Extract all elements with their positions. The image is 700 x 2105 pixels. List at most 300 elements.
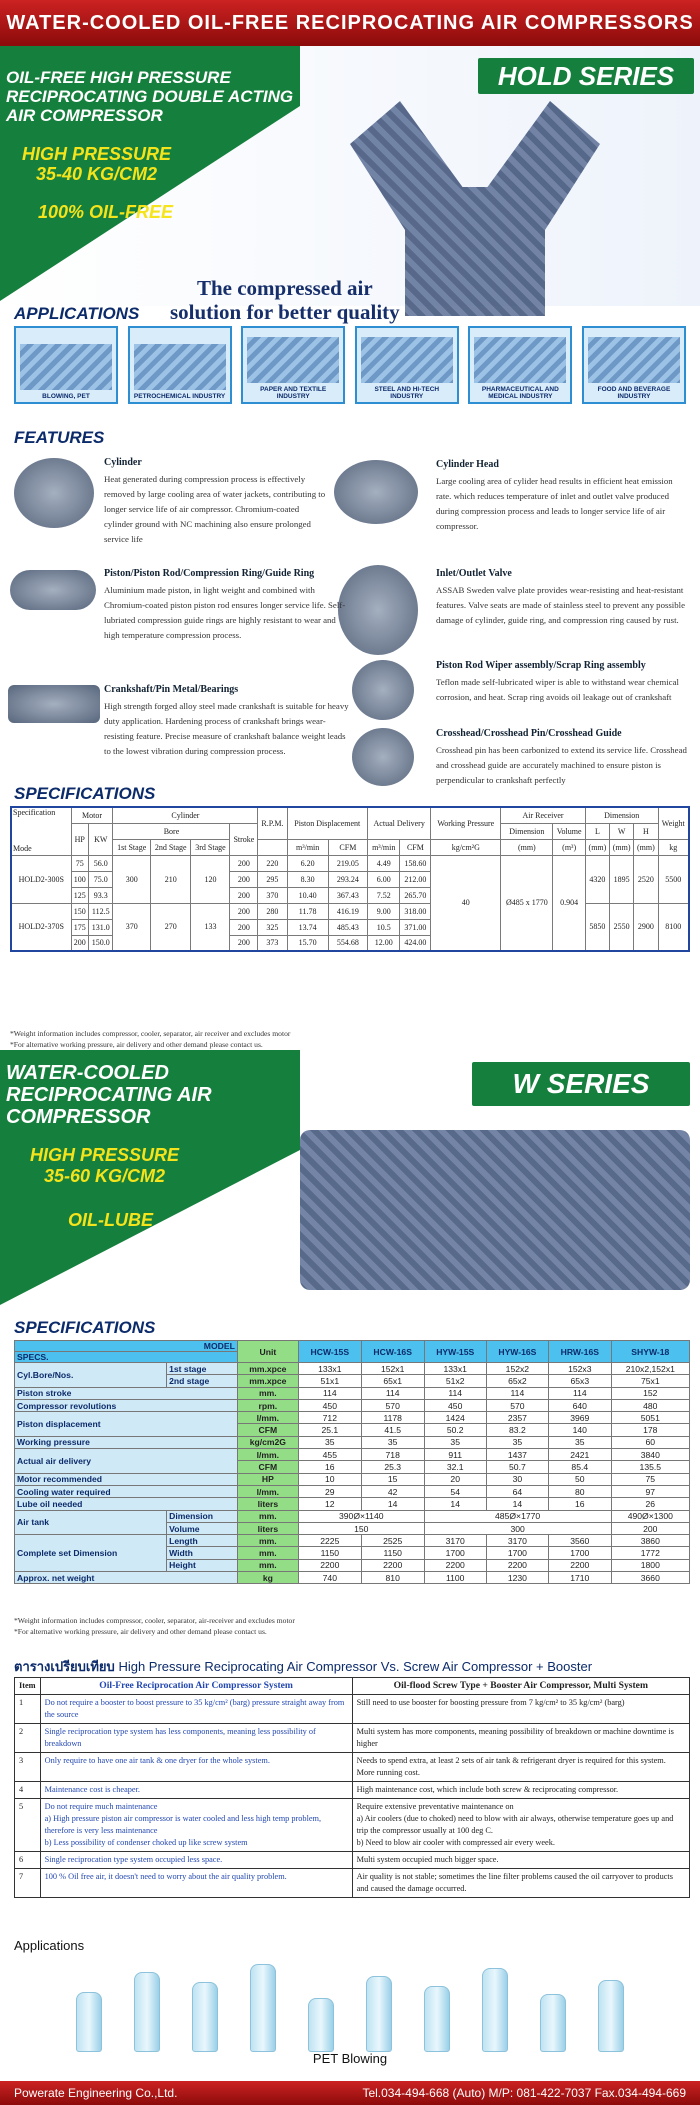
cell: 295 [258, 871, 287, 887]
applications-list [14, 326, 686, 404]
row-label: Piston displacement [15, 1412, 238, 1437]
cell: 371.00 [400, 919, 431, 935]
cell: 367.43 [328, 887, 367, 903]
comparison-row [15, 1695, 690, 1724]
value-cell: 2357 [486, 1412, 548, 1424]
value-cell: 570 [361, 1399, 424, 1411]
cell: 219.05 [328, 855, 367, 871]
value-cell: 50.7 [486, 1461, 548, 1473]
unit-cell: liters [237, 1498, 298, 1510]
app-image [134, 344, 226, 390]
feature-title: Inlet/Outlet Valve [436, 568, 512, 579]
cell: 265.70 [400, 887, 431, 903]
value-cell: 1150 [298, 1547, 361, 1559]
value-cell: 50 [548, 1473, 611, 1485]
app-pharmaceutical [468, 326, 572, 404]
applications-heading: APPLICATIONS [14, 304, 140, 323]
dimension-cell: 2520 [634, 855, 658, 903]
header-title: WATER-COOLED OIL-FREE RECIPROCATING AIR COMPRESSORS [6, 11, 694, 34]
value-cell: 14 [486, 1498, 548, 1510]
value-cell: 51x2 [424, 1375, 486, 1387]
compare-heading [14, 1656, 592, 1677]
app-image [20, 344, 112, 390]
th-unit: CFM [400, 839, 431, 855]
row-sublabel: Height [167, 1559, 238, 1571]
value-cell: 35 [298, 1436, 361, 1448]
value-cell: 25.1 [298, 1424, 361, 1436]
value-cell: 133x1 [424, 1363, 486, 1375]
unit-cell: kg [237, 1572, 298, 1584]
bottle-icon [134, 1972, 160, 2052]
row-label: Approx. net weight [15, 1572, 238, 1584]
spec-row [15, 1399, 690, 1411]
page-header [0, 0, 700, 46]
value-cell: 10 [298, 1473, 361, 1485]
row-label: Piston stroke [15, 1387, 238, 1399]
bottle-icon [482, 1968, 508, 2052]
cell: 318.00 [400, 903, 431, 919]
app-label: FOOD AND BEVERAGE INDUSTRY [597, 386, 671, 400]
th-actual: Actual Delivery [368, 807, 431, 839]
cell: 75 [71, 855, 88, 871]
cell: 125 [71, 887, 88, 903]
w-compressor-image [300, 1130, 690, 1290]
feature-crankshaft [104, 682, 350, 759]
feature-text: Teflon made self-lubricated wiper is able to withstand wear chemical corrosion, and heat. Scrap ring avoids oil leakage out of crankshaft [436, 677, 679, 702]
th-screw: Oil-flood Screw Type + Booster Air Compressor, Multi System [352, 1678, 689, 1695]
unit-cell: mm.xpce [237, 1363, 298, 1375]
row-sublabel: 2nd stage [167, 1375, 238, 1387]
bottle-icon [76, 1992, 102, 2052]
value-cell: 114 [424, 1387, 486, 1399]
compare-heading-text: High Pressure Reciprocating Air Compressor Vs. Screw Air Compressor + Booster [118, 1659, 593, 1674]
spec-row [15, 1412, 690, 1424]
value-cell: 114 [486, 1387, 548, 1399]
spec-row [15, 1572, 690, 1584]
value-cell: 35 [486, 1436, 548, 1448]
cell: 4.49 [368, 855, 400, 871]
th-piston: Piston Displacement [287, 807, 367, 839]
value-cell: 178 [611, 1424, 689, 1436]
hold-pressure: HIGH PRESSURE 35-40 KG/CM2 [22, 144, 172, 184]
spec-row [15, 1510, 690, 1522]
value-cell: 490Ø×1300 [611, 1510, 689, 1522]
value-cell: 80 [548, 1485, 611, 1497]
unit-cell: mm. [237, 1559, 298, 1571]
value-cell: 485Ø×1770 [424, 1510, 611, 1522]
dimension-cell: 4320 [585, 855, 609, 903]
note: *Weight information includes compressor, cooler, separator, air-receiver and excludes motor [14, 1616, 295, 1625]
piston-part-image [10, 570, 96, 610]
cell: 220 [258, 855, 287, 871]
row-label: Lube oil needed [15, 1498, 238, 1510]
th-unit: m³/min [287, 839, 328, 855]
unit-cell: kg/cm2G [237, 1436, 298, 1448]
spec-row [11, 855, 689, 871]
unit-cell: mm. [237, 1535, 298, 1547]
feature-text: Aluminium made piston, in light weight and combined with Chromium-coated piston piston rod ensures longer service life. Self-lubriated compression guide rings are highly resistant to wear and high temperature compression process. [104, 585, 346, 640]
value-cell: 810 [361, 1572, 424, 1584]
th-1st: 1st Stage [113, 839, 150, 855]
screw-point: Require extensive preventative maintenance on a) Air coolers (due to choked) need to blow with air always, otherwise temperature goes up and trip the compressor usually at 100 deg C. b) Need to blow air cooler with compressed air every week. [352, 1799, 689, 1852]
bottle-icon [308, 1998, 334, 2052]
comparison-table [14, 1677, 690, 1898]
w-hero [0, 1050, 700, 1300]
row-sublabel: 1st stage [167, 1363, 238, 1375]
unit-cell: l/mm. [237, 1485, 298, 1497]
value-cell: 3660 [611, 1572, 689, 1584]
w-title: WATER-COOLED RECIPROCATING AIR COMPRESSOR [6, 1062, 212, 1128]
value-cell: 65x1 [361, 1375, 424, 1387]
hold-oilfree: 100% OIL-FREE [38, 202, 174, 222]
row-label: Working pressure [15, 1436, 238, 1448]
row-label: Cyl.Bore/Nos. [15, 1363, 167, 1388]
model-label: MODEL [15, 1341, 238, 1352]
item-number: 6 [15, 1852, 41, 1869]
th-item: Item [15, 1678, 41, 1695]
value-cell: 114 [298, 1387, 361, 1399]
value-cell: 2200 [548, 1559, 611, 1571]
cell: 200 [230, 855, 258, 871]
value-cell: 30 [486, 1473, 548, 1485]
value-cell: 1178 [361, 1412, 424, 1424]
value-cell: 2225 [298, 1535, 361, 1547]
feature-title: Piston/Piston Rod/Compression Ring/Guide Ring [104, 568, 315, 579]
hold-spec-table [10, 806, 690, 952]
value-cell: 2525 [361, 1535, 424, 1547]
oil-free-point: Single reciprocation type system occupied less space. [40, 1852, 352, 1869]
app-label: PHARMACEUTICAL AND MEDICAL INDUSTRY [481, 386, 559, 400]
cell: 280 [258, 903, 287, 919]
cell: 200 [71, 935, 88, 951]
cell: 6.00 [368, 871, 400, 887]
comparison-row [15, 1753, 690, 1782]
value-cell: 14 [424, 1498, 486, 1510]
screw-point: Air quality is not stable; sometimes the line filter problems caused the oil carryover to products and caused the damage occurred. [352, 1869, 689, 1898]
row-label: Complete set Dimension [15, 1535, 167, 1572]
feature-title: Crosshead/Crosshead Pin/Crosshead Guide [436, 728, 622, 739]
feature-text: High strength forged alloy steel made crankshaft is suitable for heavy duty application. Hardening process of crankshaft brings wear-resisting feature. Precise measure of crankshaft balance weight leads to the lowest vibration during compression process. [104, 701, 349, 756]
row-label: Motor recommended [15, 1473, 238, 1485]
value-cell: 450 [298, 1399, 361, 1411]
app-steel-hitech [355, 326, 459, 404]
bore-cell: 270 [150, 903, 191, 951]
value-cell: 29 [298, 1485, 361, 1497]
value-cell: 12 [298, 1498, 361, 1510]
screw-point: Multi system has more components, meaning possibility of breakdown or machine downtime is higher [352, 1724, 689, 1753]
value-cell: 85.4 [548, 1461, 611, 1473]
value-cell: 390Ø×1140 [298, 1510, 424, 1522]
value-cell: 75x1 [611, 1375, 689, 1387]
cell: 8.30 [287, 871, 328, 887]
bore-cell: 120 [191, 855, 230, 903]
value-cell: 152x3 [548, 1363, 611, 1375]
app-food-beverage [582, 326, 686, 404]
feature-valve [436, 566, 690, 628]
cell: 13.74 [287, 919, 328, 935]
feature-title: Cylinder Head [436, 459, 499, 470]
app-label: BLOWING, PET [42, 393, 90, 400]
weight-cell: 8100 [658, 903, 689, 951]
spec-row [15, 1363, 690, 1375]
th-cylinder: Cylinder [113, 807, 258, 823]
value-cell: 65x2 [486, 1375, 548, 1387]
model-col: HYW-16S [486, 1341, 548, 1363]
value-cell: 50.2 [424, 1424, 486, 1436]
value-cell: 2200 [486, 1559, 548, 1571]
bottle-icon [192, 1982, 218, 2052]
th-unit: kg/cm²G [431, 839, 501, 855]
th-stroke: Stroke [230, 823, 258, 855]
feature-wiper [436, 658, 690, 705]
specs-label: SPECS. [15, 1352, 238, 1363]
app-label: STEEL AND HI-TECH INDUSTRY [374, 386, 440, 400]
th-unit: (m³) [553, 839, 585, 855]
company-name: Powerate Engineering Co.,Ltd. [14, 2086, 178, 2100]
value-cell: 16 [548, 1498, 611, 1510]
value-cell: 135.5 [611, 1461, 689, 1473]
unit-label: Unit [237, 1341, 298, 1363]
value-cell: 14 [361, 1498, 424, 1510]
cell: 6.20 [287, 855, 328, 871]
cell: 373 [258, 935, 287, 951]
unit-cell: CFM [237, 1461, 298, 1473]
weight-cell: 5500 [658, 855, 689, 903]
screw-point: Multi system occupied much bigger space. [352, 1852, 689, 1869]
app-blowing-pet [14, 326, 118, 404]
feature-title: Piston Rod Wiper assembly/Scrap Ring assembly [436, 660, 646, 671]
th-l: L [585, 823, 609, 839]
cell: 150 [71, 903, 88, 919]
hold-hero [0, 46, 700, 306]
spec-row [15, 1498, 690, 1510]
cylinder-head-part-image [334, 460, 418, 524]
row-sublabel: Volume [167, 1522, 238, 1534]
compare-heading-thai: ตารางเปรียบเทียบ [14, 1659, 115, 1674]
cell: 131.0 [88, 919, 112, 935]
bore-cell: 370 [113, 903, 150, 951]
cell: 9.00 [368, 903, 400, 919]
value-cell: 133x1 [298, 1363, 361, 1375]
note: *Weight information includes compressor, cooler, separator, air receiver and excludes motor [10, 1029, 291, 1038]
value-cell: 15 [361, 1473, 424, 1485]
value-cell: 210x2,152x1 [611, 1363, 689, 1375]
feature-text: Large cooling area of cylider head results in efficient heat emission rate. which reduces temperature of inlet and outlet valve produced during compression process and leads to longer service life of air compressor. [436, 476, 673, 531]
row-sublabel: Dimension [167, 1510, 238, 1522]
value-cell: 152x1 [361, 1363, 424, 1375]
value-cell: 114 [548, 1387, 611, 1399]
value-cell: 300 [424, 1522, 611, 1534]
features-heading: FEATURES [14, 428, 105, 447]
receiver-dim: Ø485 x 1770 [501, 855, 553, 951]
unit-cell: mm.xpce [237, 1375, 298, 1387]
unit-cell: CFM [237, 1424, 298, 1436]
value-cell: 1230 [486, 1572, 548, 1584]
oil-free-point: Maintenance cost is cheaper. [40, 1782, 352, 1799]
th-weight: Weight [658, 807, 689, 839]
unit-cell: liters [237, 1522, 298, 1534]
spec-row [11, 903, 689, 919]
crosshead-part-image [352, 728, 414, 786]
th-working-pressure: Working Pressure [431, 807, 501, 839]
cell: 75.0 [88, 871, 112, 887]
cell: 554.68 [328, 935, 367, 951]
value-cell: 152x2 [486, 1363, 548, 1375]
value-cell: 200 [611, 1522, 689, 1534]
th-dimension: Dimension [585, 807, 658, 823]
hold-series-badge: HOLD SERIES [478, 58, 694, 94]
tagline: The compressed air solution for better quality [170, 276, 400, 324]
value-cell: 718 [361, 1449, 424, 1461]
comparison-row [15, 1799, 690, 1852]
value-cell: 42 [361, 1485, 424, 1497]
screw-point: High maintenance cost, which include both screw & reciprocating compressor. [352, 1782, 689, 1799]
th-receiver-dim: Dimension [501, 823, 553, 839]
model-col: HCW-16S [361, 1341, 424, 1363]
value-cell: 3170 [424, 1535, 486, 1547]
app-petrochemical [128, 326, 232, 404]
spec-row [15, 1436, 690, 1448]
unit-cell: l/mm. [237, 1412, 298, 1424]
th-unit: kg [658, 839, 689, 855]
model-col: HYW-15S [424, 1341, 486, 1363]
th-hp: HP [71, 823, 88, 855]
unit-cell: mm. [237, 1547, 298, 1559]
cell: 12.00 [368, 935, 400, 951]
value-cell: 911 [424, 1449, 486, 1461]
bore-cell: 300 [113, 855, 150, 903]
cell: 212.00 [400, 871, 431, 887]
row-label: Actual air delivery [15, 1449, 238, 1474]
cell: 7.52 [368, 887, 400, 903]
th-unit: CFM [328, 839, 367, 855]
bottle-icon [598, 1980, 624, 2052]
value-cell: 740 [298, 1572, 361, 1584]
value-cell: 75 [611, 1473, 689, 1485]
bottle-icon [250, 1964, 276, 2052]
cell: 150.0 [88, 935, 112, 951]
spec-row [15, 1449, 690, 1461]
dimension-cell: 2550 [610, 903, 634, 951]
th-2nd: 2nd Stage [150, 839, 191, 855]
th-h: H [634, 823, 658, 839]
spec-row [15, 1485, 690, 1497]
pet-blowing-caption: PET Blowing [312, 2051, 388, 2066]
screw-point: Needs to spend extra, at least 2 sets of air tank & refrigerant dryer is required for this system. More running cost. [352, 1753, 689, 1782]
feature-text: Crosshead pin has been carbonized to extend its service life. Crosshead and crosshead guide are accurately machined to ensure piston is perpendicular to crankshaft perfectly [436, 745, 687, 785]
value-cell: 35 [424, 1436, 486, 1448]
value-cell: 1710 [548, 1572, 611, 1584]
feature-title: Cylinder [104, 457, 142, 468]
item-number: 7 [15, 1869, 41, 1898]
feature-piston [104, 566, 350, 643]
value-cell: 3170 [486, 1535, 548, 1547]
wiper-part-image [352, 660, 414, 720]
model-name: HOLD2-300S [11, 855, 71, 903]
page-footer [0, 2081, 700, 2105]
dimension-cell: 5850 [585, 903, 609, 951]
th-oil-free: Oil-Free Reciprocation Air Compressor System [40, 1678, 352, 1695]
w-series-badge: W SERIES [472, 1062, 690, 1106]
bottle-icon [424, 1986, 450, 2052]
value-cell: 3840 [611, 1449, 689, 1461]
spec1-notes [10, 1028, 290, 1050]
value-cell: 2421 [548, 1449, 611, 1461]
spec1-heading: SPECIFICATIONS [14, 784, 156, 803]
app-label: PAPER AND TEXTILE INDUSTRY [260, 386, 327, 400]
cell: 325 [258, 919, 287, 935]
value-cell: 41.5 [361, 1424, 424, 1436]
pet-bottles-image [60, 1960, 640, 2052]
cell: 200 [230, 887, 258, 903]
value-cell: 25.3 [361, 1461, 424, 1473]
value-cell: 97 [611, 1485, 689, 1497]
cell: 112.5 [88, 903, 112, 919]
unit-cell: mm. [237, 1387, 298, 1399]
comparison-row [15, 1782, 690, 1799]
receiver-vol: 0.904 [553, 855, 585, 951]
app-paper-textile [241, 326, 345, 404]
value-cell: 3860 [611, 1535, 689, 1547]
row-label: Air tank [15, 1510, 167, 1535]
th-receiver-vol: Volume [553, 823, 585, 839]
cell: 15.70 [287, 935, 328, 951]
value-cell: 1437 [486, 1449, 548, 1461]
comparison-row [15, 1724, 690, 1753]
value-cell: 140 [548, 1424, 611, 1436]
value-cell: 64 [486, 1485, 548, 1497]
value-cell: 114 [361, 1387, 424, 1399]
valve-part-image [338, 565, 418, 655]
cell: 10.40 [287, 887, 328, 903]
feature-text: ASSAB Sweden valve plate provides wear-resisting and heat-resistant features. Valve seats are made of stainless steel to prevent any possible damage of cylinder, guide ring, and compression ring caused by rust. [436, 585, 686, 625]
bore-cell: 133 [191, 903, 230, 951]
working-pressure: 40 [431, 855, 501, 951]
oil-free-point: Do not require much maintenance a) High pressure piston air compressor is water cooled and less high temp problem, therefore is very less maintenance b) Less possibility of condenser choked up like screw system [40, 1799, 352, 1852]
value-cell: 150 [298, 1522, 424, 1534]
dimension-cell: 2900 [634, 903, 658, 951]
bore-cell: 210 [150, 855, 191, 903]
row-label: Cooling water required [15, 1485, 238, 1497]
feature-title: Crankshaft/Pin Metal/Bearings [104, 684, 239, 695]
value-cell: 35 [361, 1436, 424, 1448]
value-cell: 640 [548, 1399, 611, 1411]
note: *For alternative working pressure, air delivery and other demand please contact us. [14, 1627, 267, 1636]
row-label: Compressor revolutions [15, 1399, 238, 1411]
cell: 424.00 [400, 935, 431, 951]
bottle-icon [540, 1994, 566, 2052]
spec2-notes [14, 1615, 295, 1637]
contact-info: Tel.034-494-668 (Auto) M/P: 081-422-7037 Fax.034-494-669 [362, 2086, 686, 2100]
value-cell: 2200 [361, 1559, 424, 1571]
row-sublabel: Length [167, 1535, 238, 1547]
model-col: SHYW-18 [611, 1341, 689, 1363]
oil-free-point: Only require to have one air tank & one dryer for the whole system. [40, 1753, 352, 1782]
value-cell: 1100 [424, 1572, 486, 1584]
value-cell: 152 [611, 1387, 689, 1399]
w-pressure: HIGH PRESSURE 35-60 KG/CM2 [30, 1145, 180, 1186]
cell: 200 [230, 871, 258, 887]
th-unit: m³/min [368, 839, 400, 855]
value-cell: 570 [486, 1399, 548, 1411]
cell: 370 [258, 887, 287, 903]
th-motor: Motor [71, 807, 113, 823]
feature-text: Heat generated during compression process is effectively removed by large cooling area of water jackets, contributing to longer service life of air compressor. Chromium-coated cylinder ground with NC machining also ensure prolonged service life [104, 474, 326, 544]
row-sublabel: Width [167, 1547, 238, 1559]
value-cell: 83.2 [486, 1424, 548, 1436]
cell: 158.60 [400, 855, 431, 871]
feature-crosshead [436, 726, 690, 788]
